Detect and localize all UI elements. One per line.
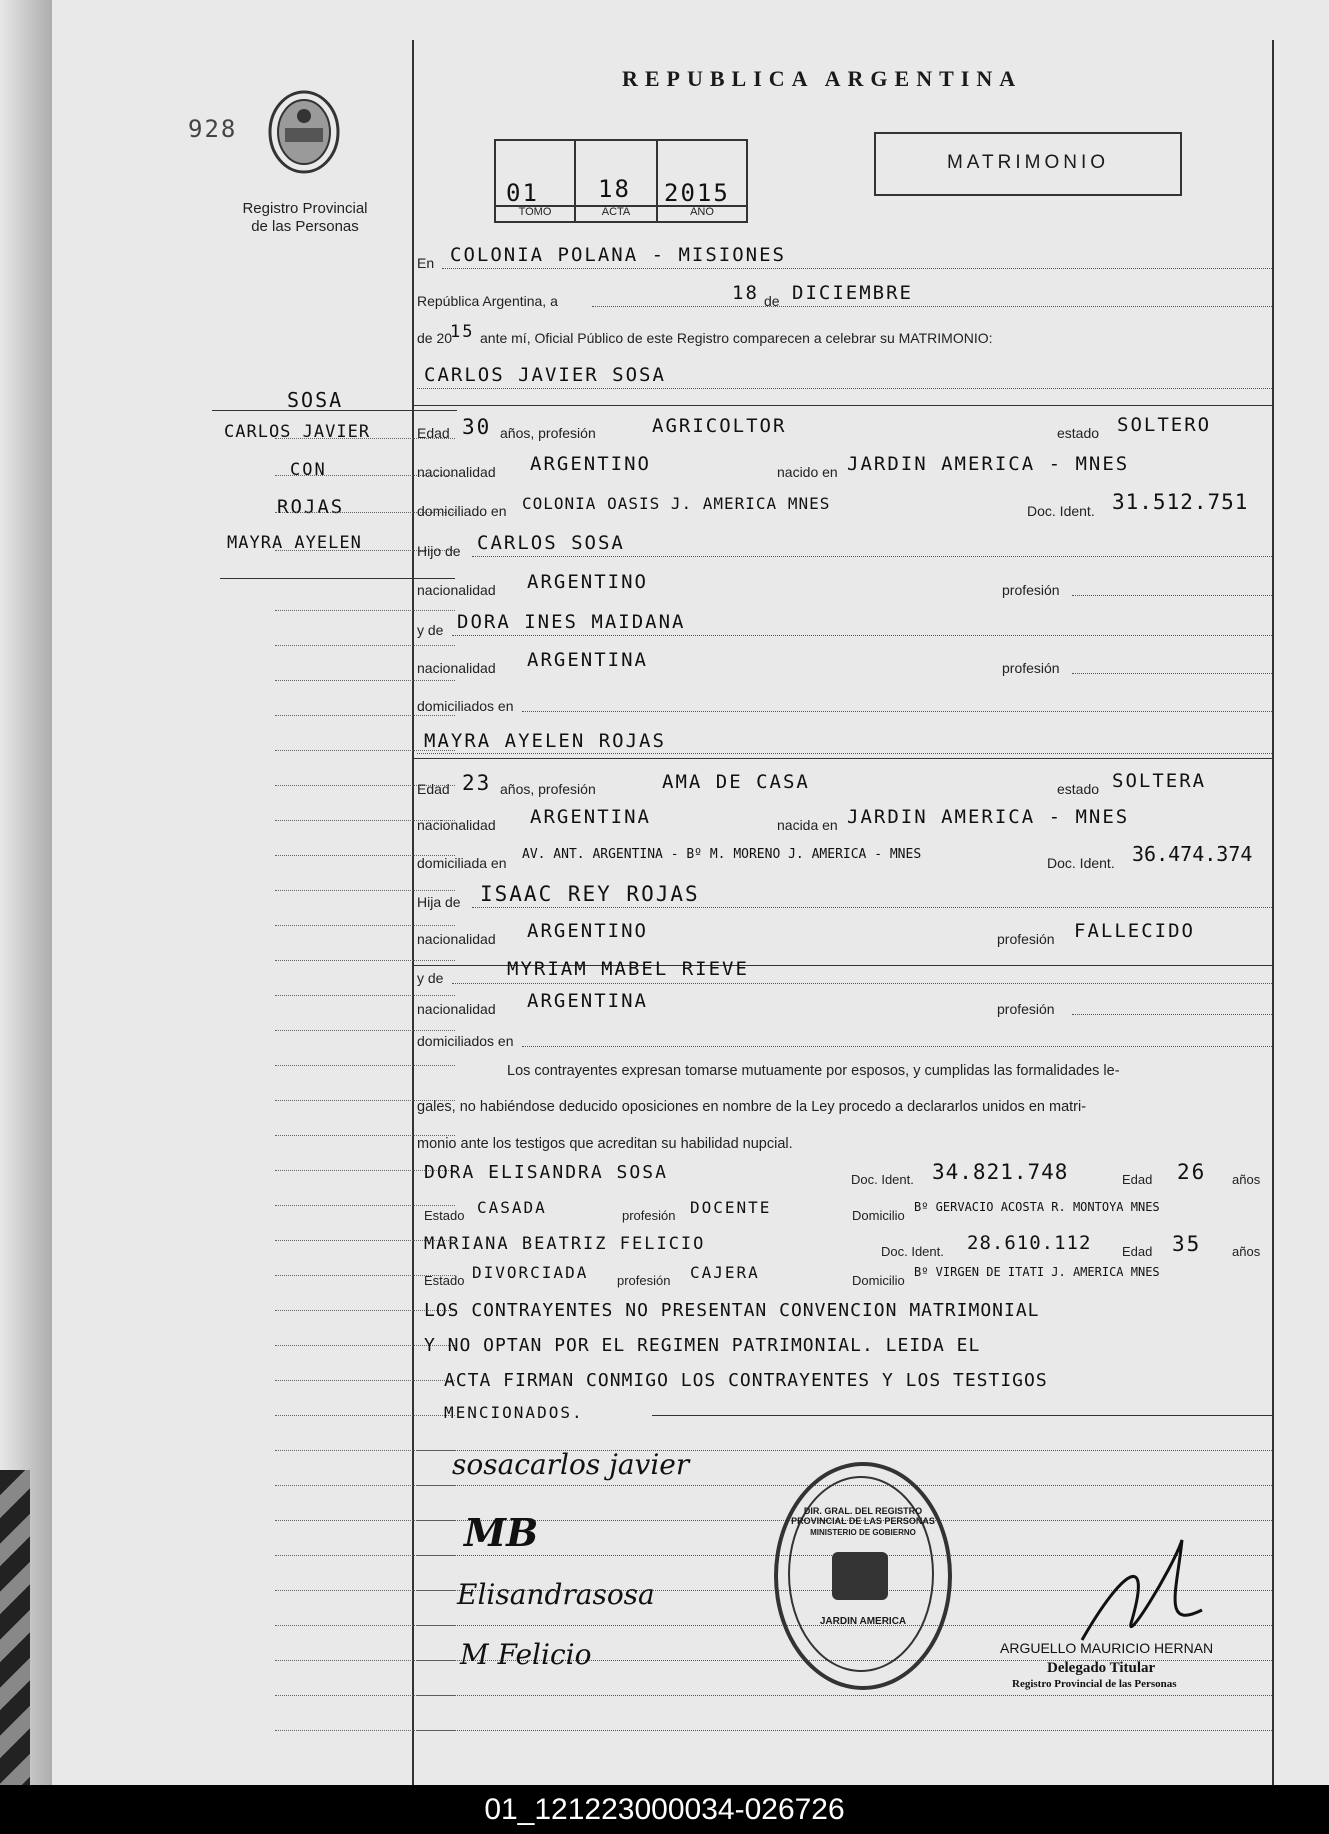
bride-civil-status: SOLTERA [1112,770,1207,792]
ano-label: AÑO [690,206,714,218]
witness2-address-label: Domicilio [852,1273,905,1288]
acta-label: ACTA [601,206,631,218]
witness2-prof-label: profesión [617,1273,671,1288]
declaration-line2: gales, no habiéndose deducido oposiciones en nombre de la Ley procedo a declararlos unidos en matri- [417,1099,1087,1115]
margin-rule [412,40,414,1785]
groom-name: CARLOS JAVIER SOSA [424,364,666,386]
witness1-signature: Elisandrasosa [457,1578,655,1611]
witness1-doc: 34.821.748 [932,1160,1069,1184]
groom-parents-address-label: domiciliados en [417,698,514,714]
groom-doc-label: Doc. Ident. [1027,503,1095,519]
witness1-age: 26 [1177,1160,1207,1184]
groom-father-nat-label: nacionalidad [417,582,496,598]
margin-surname-groom: SOSA [287,388,344,412]
groom-age: 30 [462,415,492,439]
witness2-doc: 28.610.112 [967,1232,1092,1254]
witness2-address: Bº VIRGEN DE ITATI J. AMERICA MNES [914,1265,1160,1279]
declaration-line3: monio ante los testigos que acreditan su habilidad nupcial. [417,1136,793,1152]
groom-profession-label: años, profesión [500,425,596,441]
bride-father-nat-label: nacionalidad [417,931,496,947]
declaration-line1: Los contrayentes expresan tomarse mutuamente por esposos, y cumplidas las formalidades le- [507,1063,1120,1079]
ano-value: 2015 [664,179,730,207]
bride-doc-label: Doc. Ident. [1047,855,1115,871]
official-org: Registro Provincial de las Personas [1012,1678,1177,1690]
witness1-civil: CASADA [477,1198,547,1217]
right-rule [1272,40,1274,1785]
note-line3: ACTA FIRMAN CONMIGO LOS CONTRAYENTES Y LOS TESTIGOS [444,1370,1048,1391]
groom-father-nationality: ARGENTINO [527,571,648,593]
witness1-civil-label: Estado [424,1208,465,1223]
witness1-profession: DOCENTE [690,1198,772,1217]
witness2-name: MARIANA BEATRIZ FELICIO [424,1234,706,1254]
registry-name-line1: Registro Provincial [242,200,368,217]
footer-id: 01_121223000034-026726 [0,1785,1329,1834]
groom-signature: sosacarlos javier [452,1448,690,1481]
groom-nationality-label: nacionalidad [417,464,496,480]
witness2-age: 35 [1172,1232,1202,1256]
bride-mother: MYRIAM MABEL RIEVE [507,958,749,980]
republic-label: República Argentina, a [417,293,558,309]
marriage-place: COLONIA POLANA - MISIONES [450,244,786,266]
groom-address-label: domiciliado en [417,503,507,519]
bride-mother-nationality: ARGENTINA [527,990,648,1012]
groom-profession: AGRICOLTOR [652,415,787,437]
seal-ring-text: DIR. GRAL. DEL REGISTRO PROVINCIAL DE LAS PERSONAS [791,1506,935,1526]
groom-civil-label: estado [1057,425,1100,441]
witness2-anos-label: años [1232,1244,1261,1259]
bride-nationality-label: nacionalidad [417,817,496,833]
seal-bottom-text: JARDIN AMERICA [819,1616,907,1627]
margin-name-bride: MAYRA AYELEN [227,533,362,553]
witness1-name: DORA ELISANDRA SOSA [424,1162,668,1183]
witness2-profession: CAJERA [690,1263,760,1282]
marriage-month: DICIEMBRE [792,282,913,304]
bride-profession-label: años, profesión [500,781,596,797]
certificate-page [52,0,1329,1785]
witness2-signature: M Felicio [460,1638,592,1671]
bride-signature: MB [464,1510,539,1555]
registry-name-line2: de las Personas [251,218,359,235]
groom-doc-number: 31.512.751 [1112,490,1249,514]
tomo-label: TOMO [518,206,552,218]
groom-mother: DORA INES MAIDANA [457,611,686,633]
bride-civil-label: estado [1057,781,1100,797]
bride-father-label: Hija de [417,894,461,910]
bride-age: 23 [462,771,492,795]
record-type-box [874,132,1182,196]
witness1-anos-label: años [1232,1172,1261,1187]
margin-connector: CON [290,460,327,480]
note-line4: MENCIONADOS. [444,1403,584,1422]
witness2-age-label: Edad [1122,1244,1153,1259]
groom-father-label: Hijo de [417,543,461,559]
witness2-civil-label: Estado [424,1273,465,1288]
bride-age-label: Edad [417,781,450,797]
year-prefix: de 20 [417,330,453,346]
margin-name-groom: CARLOS JAVIER [224,422,371,442]
bride-profession: AMA DE CASA [662,771,810,793]
bride-mother-label: y de [417,970,444,986]
bride-parents-address-label: domiciliados en [417,1033,514,1049]
province-coat-of-arms-icon [259,80,349,180]
tomo-value: 01 [506,179,539,207]
de-label: de [764,293,780,309]
bride-birthplace: JARDIN AMERICA - MNES [847,806,1130,828]
bride-mother-prof-label: profesión [997,1001,1055,1017]
groom-mother-nationality: ARGENTINA [527,649,648,671]
witness1-age-label: Edad [1122,1172,1153,1187]
witness1-address: Bº GERVACIO ACOSTA R. MONTOYA MNES [914,1200,1160,1214]
groom-civil-status: SOLTERO [1117,414,1212,436]
marriage-day: 18 [732,282,759,304]
bride-father-nationality: ARGENTINO [527,920,648,942]
record-type: MATRIMONIO [946,152,1110,173]
bride-mother-nat-label: nacionalidad [417,1001,496,1017]
witness1-prof-label: profesión [622,1208,676,1223]
seal-emblem-icon [832,1552,888,1600]
official-title: Delegado Titular [1047,1660,1156,1676]
groom-address: COLONIA OASIS J. AMERICA MNES [522,494,831,513]
bride-nationality: ARGENTINA [530,806,651,828]
official-name: ARGUELLO MAURICIO HERNAN [1000,1640,1214,1656]
groom-mother-nat-label: nacionalidad [417,660,496,676]
groom-nationality: ARGENTINO [530,453,651,475]
record-number-box [494,139,748,223]
note-line1: LOS CONTRAYENTES NO PRESENTAN CONVENCION MATRIMONIAL [424,1300,1040,1321]
margin-surname-bride: ROJAS [277,496,345,518]
bride-father-profession: FALLECIDO [1074,920,1195,942]
page-number: 928 [188,115,238,143]
bride-father: ISAAC REY ROJAS [480,882,700,906]
groom-mother-prof-label: profesión [1002,660,1060,676]
witness1-doc-label: Doc. Ident. [851,1172,914,1187]
note-line2: Y NO OPTAN POR EL REGIMEN PATRIMONIAL. LEIDA EL [424,1335,981,1356]
groom-age-label: Edad [417,425,450,441]
witness1-address-label: Domicilio [852,1208,905,1223]
groom-father: CARLOS SOSA [477,532,625,554]
bride-address-label: domiciliada en [417,855,507,871]
scan-edge [0,0,55,1790]
groom-mother-label: y de [417,622,444,638]
en-label: En [417,255,435,271]
witness2-doc-label: Doc. Ident. [881,1244,944,1259]
bride-name: MAYRA AYELEN ROJAS [424,730,666,752]
bride-doc-number: 36.474.374 [1132,842,1253,866]
seal-inner-text: MINISTERIO DE GOBIERNO [810,1528,916,1537]
year-suffix: 15 [450,322,475,342]
country-title: REPUBLICA ARGENTINA [622,66,1023,91]
groom-born-label: nacido en [777,464,838,480]
scan-shadow [0,1470,30,1790]
appear-text: ante mí, Oficial Público de este Registro comparecen a celebrar su MATRIMONIO: [480,330,993,346]
official-seal [774,1462,952,1690]
acta-value: 18 [598,175,631,203]
bride-address: AV. ANT. ARGENTINA - Bº M. MORENO J. AMERICA - MNES [522,847,922,862]
bride-born-label: nacida en [777,817,838,833]
groom-birthplace: JARDIN AMERICA - MNES [847,453,1130,475]
witness2-civil: DIVORCIADA [472,1263,589,1282]
groom-father-prof-label: profesión [1002,582,1060,598]
bride-father-prof-label: profesión [997,931,1055,947]
